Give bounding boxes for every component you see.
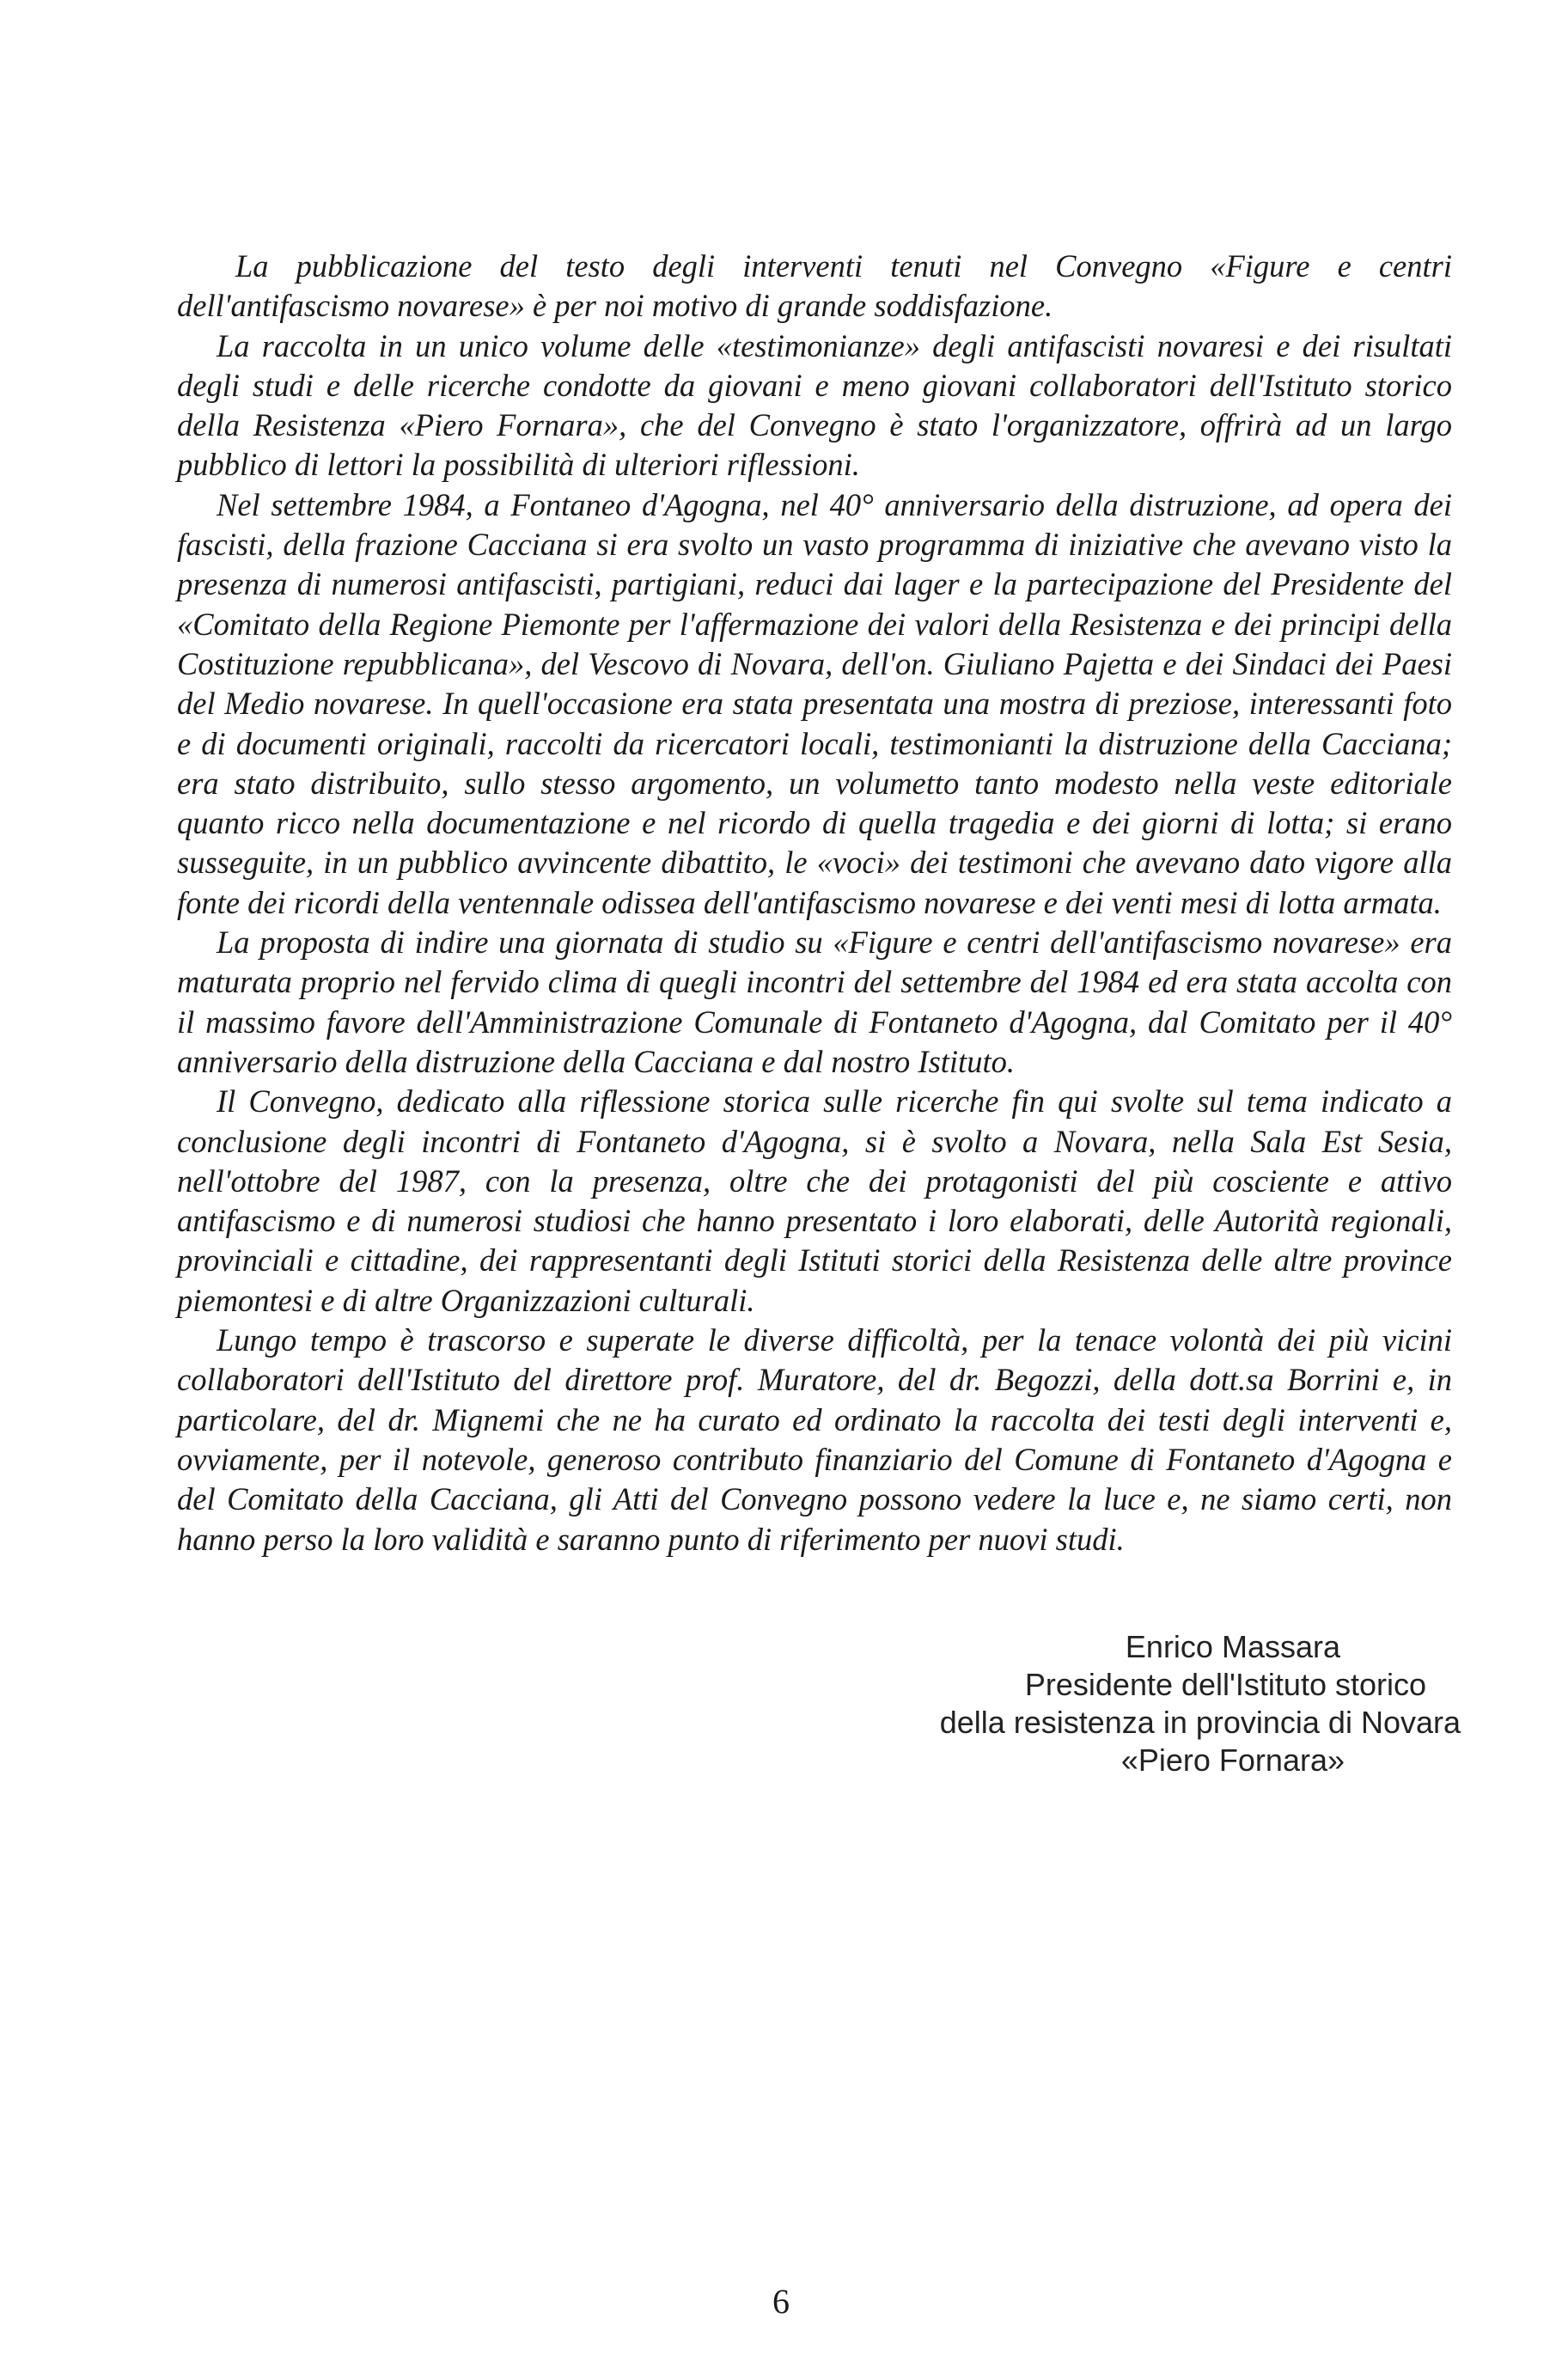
paragraph-6: Lungo tempo è trascorso e superate le diverse difficoltà, per la tenace volontà dei più vicini collaboratori dell'Istituto del direttore prof. Muratore, del dr. Begozzi, della dott.sa Borrini e, in particolare, del dr. Mignemi che ne ha curato ed ordinato la raccolta dei testi degli interventi e, ovviamente, per il notevole, generoso contributo finanziario del Comune di Fontaneto d'Agogna e del Comitato della Cacciana, gli Atti del Convegno possono vedere la luce e, ne siamo certi, non hanno perso la loro validità e saranno punto di riferimento per nuovi studi. [177,1322,1452,1557]
signature-organization: della resistenza in provincia di Novara [939,1705,1461,1740]
paragraph-5: Il Convegno, dedicato alla riflessione storica sulle ricerche fin qui svolte sul tema indicato a conclusione degli incontri di Fontaneto d'Agogna, si è svolto a Novara, nella Sala Est Sesia, nell'ottobre del 1987, con la presenza, oltre che dei protagonisti del più cosciente e attivo antifascismo e di numerosi studiosi che hanno presentato i loro elaborati, delle Autorità regionali, provinciali e cittadine, dei rappresentanti degli Istituti storici della Resistenza delle altre province piemontesi e di altre Organizzazioni culturali. [177,1083,1452,1318]
paragraph-1: La pubblicazione del testo degli interventi tenuti nel Convegno «Figure e centri dell'antifascismo novarese» è per noi motivo di grande soddisfazione. [177,248,1452,324]
signature-role: Presidente dell'Istituto storico [1024,1667,1426,1702]
body-text [177,247,1452,1559]
signature-institute: «Piero Fornara» [1120,1742,1345,1778]
paragraph-2: La raccolta in un unico volume delle «testimonianze» degli antifascisti novaresi e dei risultati degli studi e delle ricerche condotte da giovani e meno giovani collaboratori dell'Istituto storico della Resistenza «Piero Fornara», che del Convegno è stato l'organizzatore, offrirà ad un largo pubblico di lettori la possibilità di ulteriori riflessioni. [177,327,1452,483]
signature-block [773,1628,1461,1779]
page-number: 6 [772,2282,790,2321]
paragraph-3: Nel settembre 1984, a Fontaneo d'Agogna, nel 40° anniversario della distruzione, ad opera dei fascisti, della frazione Cacciana si era svolto un vasto programma di iniziative che avevano visto la presenza di numerosi antifascisti, partigiani, reduci dai lager e la partecipazione del Presidente del «Comitato della Regione Piemonte per l'affermazione dei valori della Resistenza e dei principi della Costituzione repubblicana», del Vescovo di Novara, dell'on. Giuliano Pajetta e dei Sindaci dei Paesi del Medio novarese. In quell'occasione era stata presentata una mostra di preziose, interessanti foto e di documenti originali, raccolti da ricercatori locali, testimonianti la distruzione della Cacciana; era stato distribuito, sullo stesso argomento, un volumetto tanto modesto nella veste editoriale quanto ricco nella documentazione e nel ricordo di quella tragedia e dei giorni di lotta; si erano susseguite, in un pubblico avvincente dibattito, le «voci» dei testimoni che avevano dato vigore alla fonte dei ricordi della ventennale odissea dell'antifascismo novarese e dei venti mesi di lotta armata. [177,486,1452,920]
signature-name: Enrico Massara [1125,1629,1340,1664]
paragraph-4: La proposta di indire una giornata di studio su «Figure e centri dell'antifascismo novarese» era maturata proprio nel fervido clima di quegli incontri del settembre del 1984 ed era stata accolta con il massimo favore dell'Amministrazione Comunale di Fontaneto d'Agogna, dal Comitato per il 40° anniversario della distruzione della Cacciana e dal nostro Istituto. [177,925,1452,1079]
